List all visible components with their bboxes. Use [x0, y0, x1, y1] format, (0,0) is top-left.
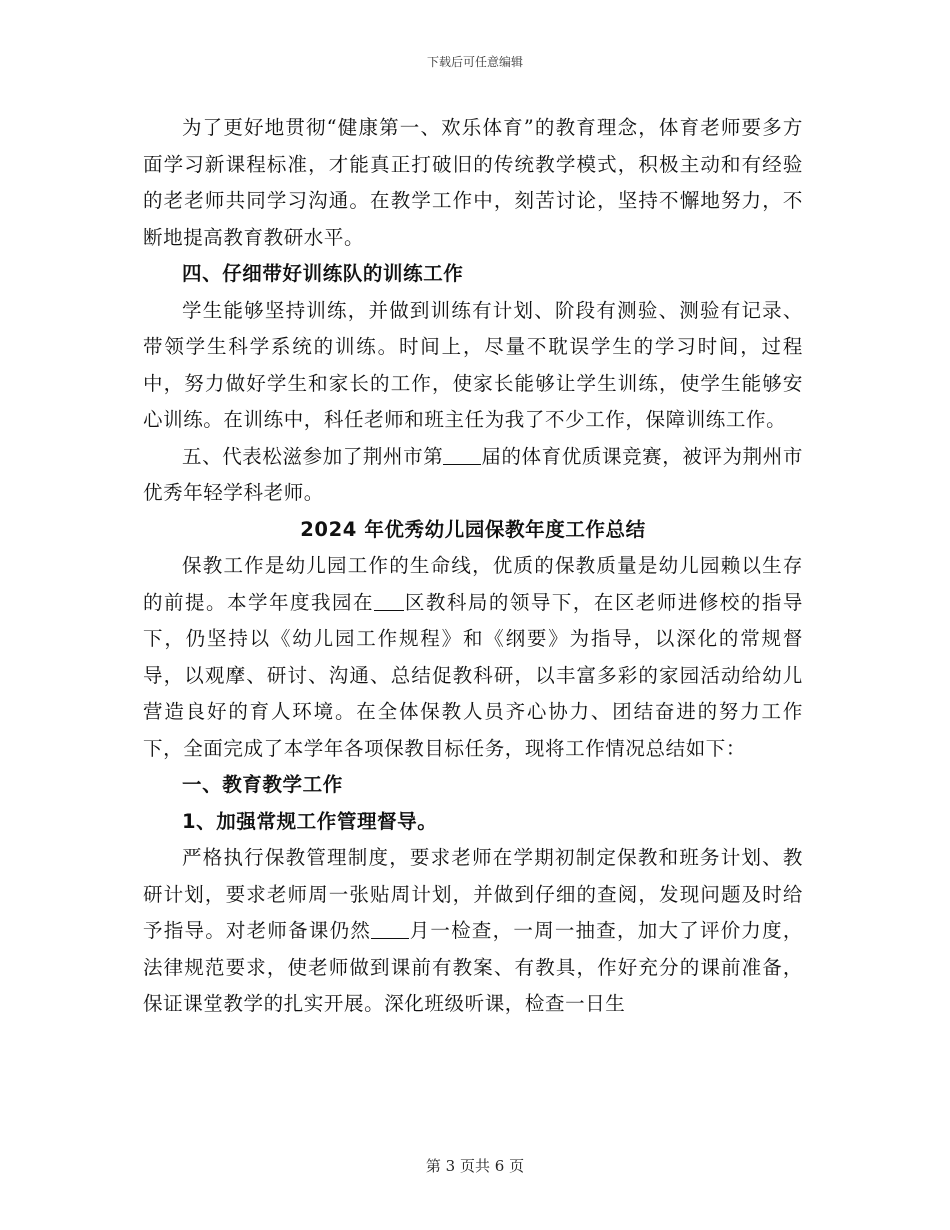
section-heading-training-team: 四、仔细带好训练队的训练工作 [182, 262, 464, 285]
intro-text-end: 区教科局的领导下，在区老师进修校的指导下，仍坚持以《幼儿园工作规程》和《纲要》为指导，以深化的常规督导，以观摩、研讨、沟通、总结促教科研，以丰富多彩的家园活动给幼儿营造良好的育人环境。在全体保教人员齐心协力、团结奋进的努力工作下，全面完成了本学年各项保教目标任务，现将工作情况总结如下： [143, 590, 803, 760]
paragraph-teaching-philosophy: 为了更好地贯彻“健康第一、欢乐体育”的教育理念，体育老师要多方面学习新课程标准，才能真正打破旧的传统教学模式，积极主动和有经验的老老师共同学习沟通。在教学工作中，刻苦讨论，坚持不懈地努力，不断地提高教育教研水平。 [143, 116, 803, 249]
section-heading-education: 一、教育教学工作 [182, 773, 343, 796]
fill-in-blank [443, 444, 481, 465]
competition-text-start: 五、代表松滋参加了荆州市第 [182, 444, 444, 468]
fill-in-blank [371, 919, 409, 940]
document-body [143, 110, 803, 1023]
paragraph-training-team: 学生能够坚持训练，并做到训练有计划、阶段有测验、测验有记录、带领学生科学系统的训练。时间上，尽量不耽误学生的学习时间，过程中，努力做好学生和家长的工作，使家长能够让学生训练，使学生能够安心训练。在训练中，科任老师和班主任为我了不少工作，保障训练工作。 [143, 298, 803, 431]
intro-text-start: 保教工作是幼儿园工作的生命线，优质的保教质量是幼儿园赖以生存的前提。本学年度我园在 [143, 554, 803, 614]
page-header: 下载后可任意编辑 [426, 55, 523, 69]
subsection-heading-routine-management: 1、加强常规工作管理督导。 [182, 809, 438, 833]
page-footer: 第 3 页共 6 页 [425, 1157, 525, 1175]
competition-text-end: 届的体育优质课竞赛，被评为荆州市优秀年轻学科老师。 [143, 444, 803, 504]
document-title: 2024 年优秀幼儿园保教年度工作总结 [300, 517, 646, 541]
fill-in-blank [374, 590, 404, 611]
paragraph-intro [143, 548, 803, 767]
routine-text-start: 严格执行保教管理制度，要求老师在学期初制定保教和班务计划、教研计划，要求老师周一张贴周计划，并做到仔细的查阅，发现问题及时给予指导。对老师备课仍然 [143, 846, 803, 942]
routine-text-end: 月一检查，一周一抽查，加大了评价力度，法律规范要求，使老师做到课前有教案、有教具，作好充分的课前准备，保证课堂教学的扎实开展。深化班级听课，检查一日生 [143, 919, 803, 1015]
paragraph-routine-management [143, 840, 803, 1023]
paragraph-competition [143, 439, 803, 512]
